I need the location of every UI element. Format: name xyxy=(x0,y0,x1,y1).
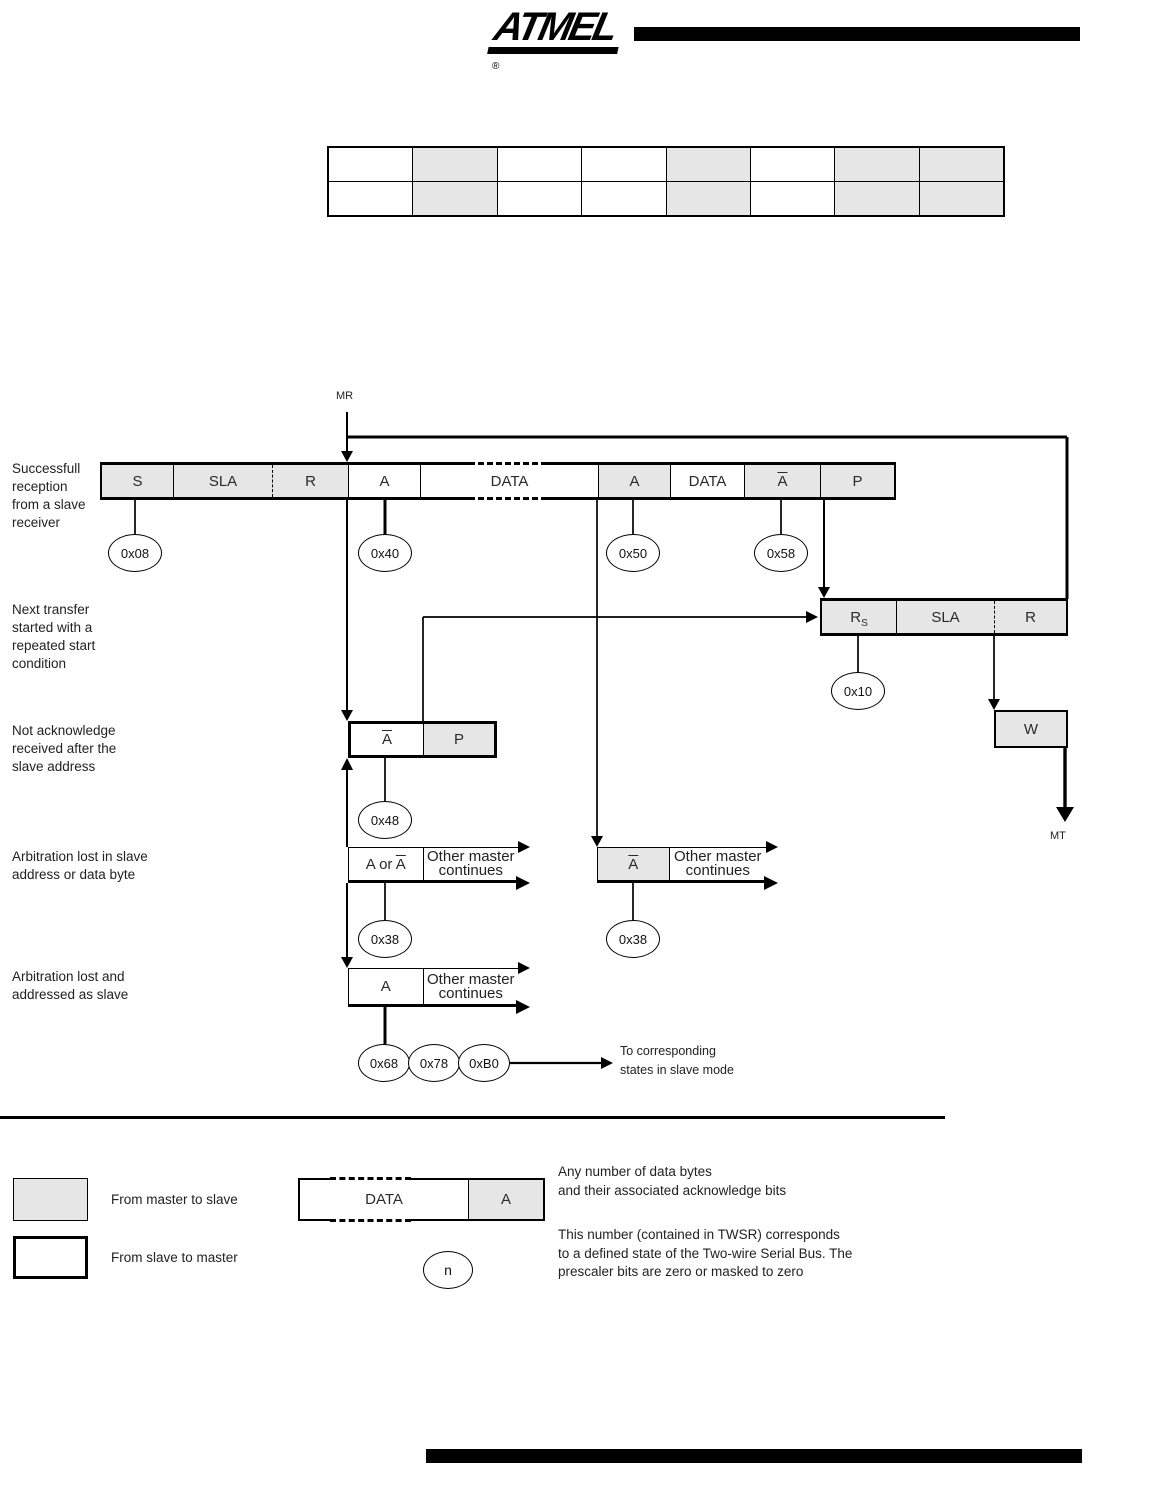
note-line: and their associated acknowledge bits xyxy=(558,1182,787,1198)
state-value: 0x50 xyxy=(618,545,648,561)
state-value: 0x58 xyxy=(766,545,796,561)
cell-label: $\overline{A}$ xyxy=(381,731,392,748)
caption-line: repeated start xyxy=(12,638,96,653)
state-value: 0x38 xyxy=(618,931,648,947)
atmel-logo-text: ATMEL xyxy=(487,8,627,54)
caption-line: Not acknowledge xyxy=(12,723,116,738)
note-line: To corresponding xyxy=(620,1044,716,1058)
cell-label: $R_S$ xyxy=(850,608,868,629)
registered-mark: ® xyxy=(492,61,500,72)
state-value: 0x38 xyxy=(370,931,400,947)
n-state-circle xyxy=(423,1251,473,1289)
note-line: This number (contained in TWSR) corresponds xyxy=(558,1227,840,1242)
state-value: 0x68 xyxy=(369,1055,399,1071)
state-value: 0x10 xyxy=(843,683,873,699)
cell-label: DATA xyxy=(490,472,529,490)
cell-label: $\overline{A}$ xyxy=(628,855,639,873)
note-line: prescaler bits are zero or masked to zero xyxy=(558,1264,804,1279)
state-value: 0x40 xyxy=(370,545,400,561)
state-value: 0x08 xyxy=(120,545,150,561)
state-circle xyxy=(358,801,412,839)
cell-label: SLA xyxy=(208,472,238,490)
caption-line: addressed as slave xyxy=(12,987,129,1002)
state-value: 0x48 xyxy=(370,812,400,828)
caption-line: receiver xyxy=(12,515,61,530)
state-circle xyxy=(358,1044,410,1082)
state-circle xyxy=(358,534,412,572)
note-line: states in slave mode xyxy=(620,1063,734,1077)
caption-line: Arbitration lost in slave xyxy=(12,849,148,864)
note-line: to a defined state of the Two-wire Serial Bus. The xyxy=(558,1245,853,1261)
state-value: n xyxy=(444,1262,452,1278)
other-master-note xyxy=(423,848,518,880)
caption-line: started with a xyxy=(12,620,93,635)
cell-label: A xyxy=(380,978,391,995)
caption-line: Successfull xyxy=(12,461,81,476)
caption-line: Next transfer xyxy=(12,602,90,617)
caption-line: slave address xyxy=(12,759,96,774)
caption-line: condition xyxy=(12,656,67,671)
caption-line: from a slave xyxy=(12,497,86,512)
state-circle xyxy=(831,672,885,710)
caption-line: reception xyxy=(12,479,68,494)
state-value: 0x78 xyxy=(419,1055,449,1071)
cell-label: P xyxy=(852,472,863,490)
cell-label: P xyxy=(453,731,464,748)
cell-label: S xyxy=(132,472,143,490)
cell-label: A or $\overline{A}$ xyxy=(365,855,406,873)
state-circle xyxy=(458,1044,510,1082)
cell-label: W xyxy=(1023,720,1039,738)
state-value: 0xB0 xyxy=(469,1055,499,1071)
state-circle xyxy=(108,534,162,572)
cell-label: A xyxy=(500,1191,511,1208)
state-circle xyxy=(358,920,412,958)
legend-label: From slave to master xyxy=(111,1250,238,1265)
state-circle xyxy=(606,920,660,958)
legend-label: From master to slave xyxy=(111,1192,238,1207)
other-master-note xyxy=(423,969,518,1004)
caption-line: Arbitration lost and xyxy=(12,969,125,984)
note-line: Other master continues xyxy=(674,848,762,879)
state-circle xyxy=(606,534,660,572)
cell-label: SLA xyxy=(931,608,960,626)
cell-label: DATA xyxy=(688,472,727,490)
note-line: Other master continues xyxy=(427,970,515,1002)
caption-line: address or data byte xyxy=(12,867,136,882)
cell-label: R xyxy=(1025,608,1036,626)
cell-label: $\overline{A}$ xyxy=(777,472,788,490)
cell-label: DATA xyxy=(365,1191,403,1208)
state-circle xyxy=(408,1044,460,1082)
cell-label: R xyxy=(305,472,316,490)
state-circle xyxy=(754,534,808,572)
cell-label: A xyxy=(379,472,390,490)
mode-label-mt: MT xyxy=(1050,830,1066,842)
note-line: Any number of data bytes xyxy=(558,1164,712,1179)
note-line: Other master continues xyxy=(427,848,515,879)
caption-line: received after the xyxy=(12,741,117,756)
mode-label-mr: MR xyxy=(336,390,354,402)
other-master-note xyxy=(669,848,766,880)
cell-label: A xyxy=(629,472,640,490)
